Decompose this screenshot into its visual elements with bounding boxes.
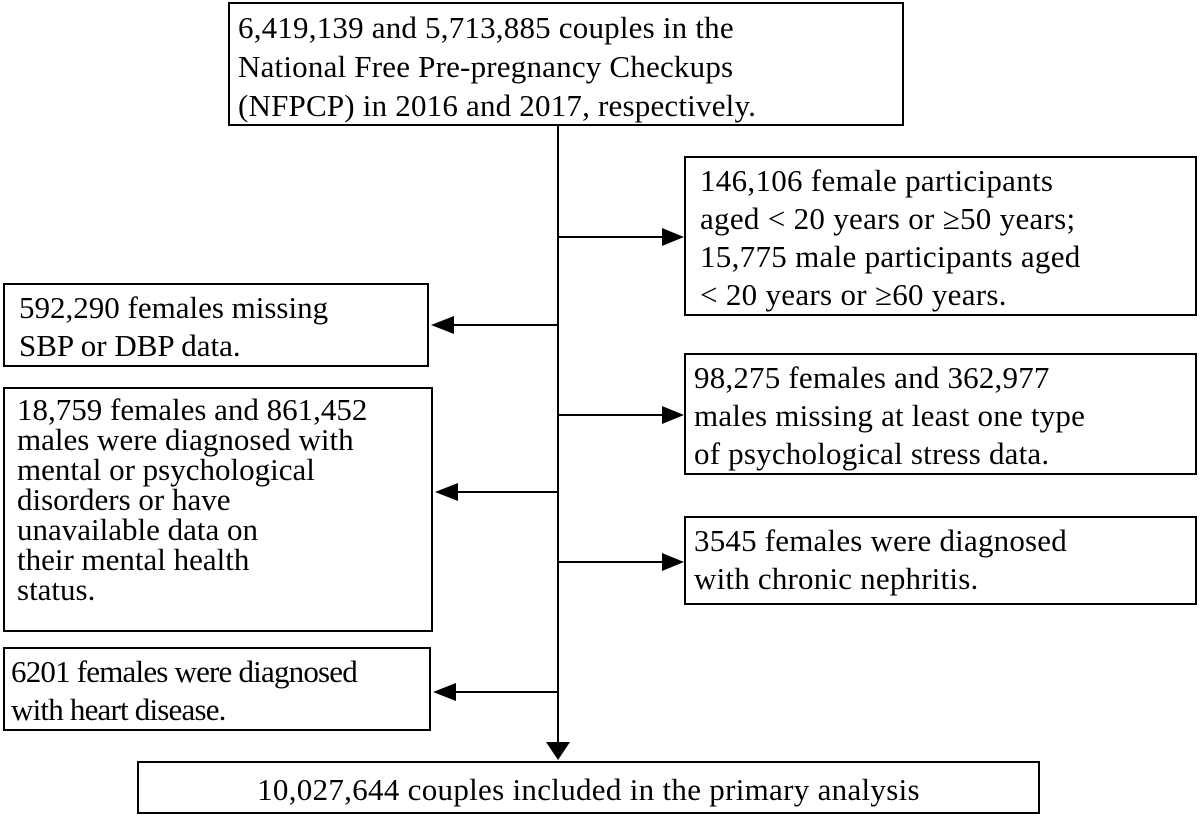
exclusion-age-box: 146,106 female participants aged < 20 years or ≥50 years; 15,775 male participants aged < 20 years or ≥60 years. [684,156,1197,316]
arrow-left-2 [435,483,458,501]
final-analysis-box: 10,027,644 couples included in the primary analysis [137,761,1040,814]
arrow-right-3 [662,553,684,571]
arrow-to-bottom [546,742,570,760]
exclusion-heart-disease-box: 6201 females were diagnosed with heart disease. [3,647,431,731]
initial-population-box: 6,419,139 and 5,713,885 couples in the National Free Pre-pregnancy Checkups (NFPCP) in 2016 and 2017, respectively. [228,2,904,126]
exclusion-chronic-nephritis-box: 3545 females were diagnosed with chronic nephritis. [684,516,1197,605]
exclusion-mental-health-box: 18,759 females and 861,452 males were diagnosed with mental or psychological disorders or have unavailable data on their mental health status. [3,387,433,632]
exclusion-blood-pressure-box: 592,290 females missing SBP or DBP data. [3,283,429,367]
arrow-right-2 [662,406,684,424]
arrow-right-1 [662,228,684,246]
exclusion-psychological-stress-box: 98,275 females and 362,977 males missing at least one type of psychological stress data. [684,353,1197,475]
arrow-left-1 [431,316,454,334]
arrow-left-3 [433,683,456,701]
